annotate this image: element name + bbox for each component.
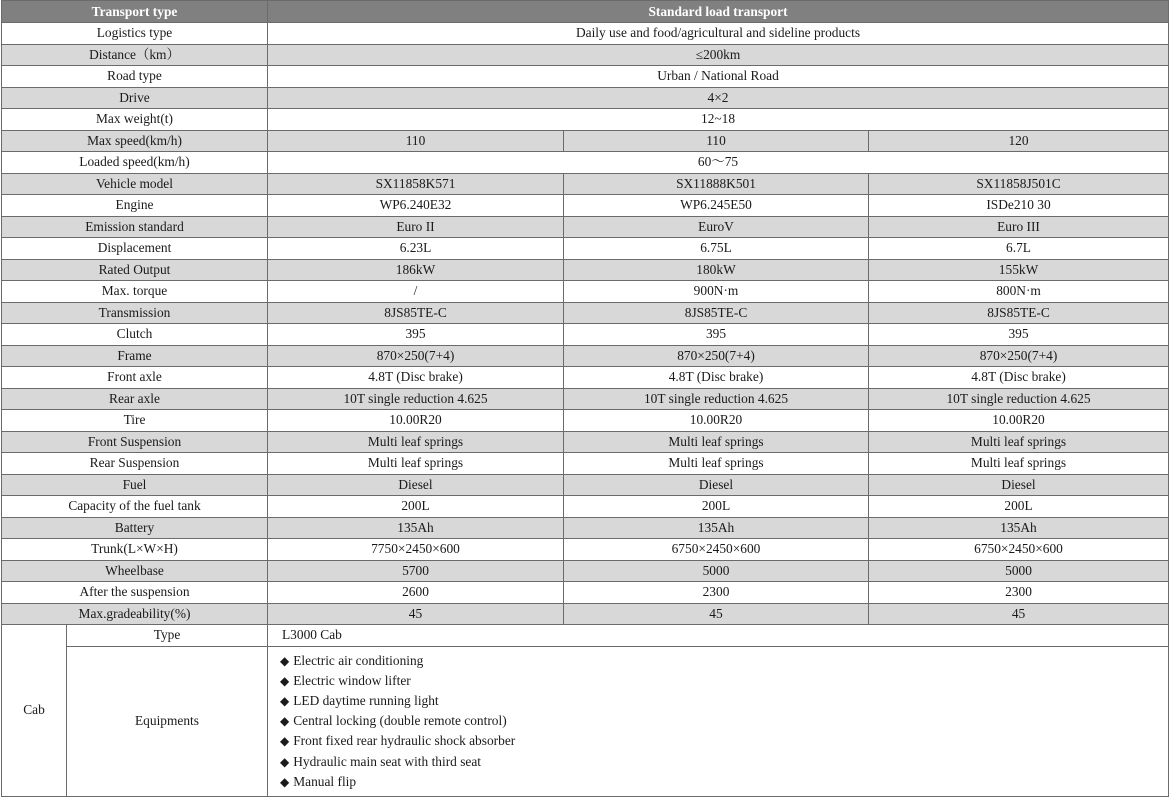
spec-value-model-3: 6.7L xyxy=(869,238,1169,260)
spec-value-model-1: 4.8T (Disc brake) xyxy=(268,367,564,389)
cab-equipments-row xyxy=(2,646,1169,796)
spec-row xyxy=(2,324,1169,346)
equipment-text: Electric air conditioning xyxy=(293,652,424,668)
spec-row xyxy=(2,66,1169,88)
spec-value-model-2: 395 xyxy=(564,324,869,346)
spec-label: Battery xyxy=(2,517,268,539)
spec-value-model-3: 395 xyxy=(869,324,1169,346)
diamond-bullet-icon: ◆ xyxy=(280,774,290,789)
spec-value-shared: Urban / National Road xyxy=(268,66,1169,88)
spec-value-model-2: 6750×2450×600 xyxy=(564,539,869,561)
spec-label: Road type xyxy=(2,66,268,88)
spec-value-model-3: 2300 xyxy=(869,582,1169,604)
spec-value-model-3: 45 xyxy=(869,603,1169,625)
list-item xyxy=(280,731,1168,751)
spec-value-model-1: 200L xyxy=(268,496,564,518)
cab-type-value: L3000 Cab xyxy=(268,625,1169,647)
spec-value-model-1: Diesel xyxy=(268,474,564,496)
spec-value-model-1: 10T single reduction 4.625 xyxy=(268,388,564,410)
spec-value-model-1: 8JS85TE-C xyxy=(268,302,564,324)
spec-value-model-1: / xyxy=(268,281,564,303)
list-item xyxy=(280,691,1168,711)
spec-label: Max speed(km/h) xyxy=(2,130,268,152)
spec-value-model-2: 2300 xyxy=(564,582,869,604)
spec-value-model-1: 7750×2450×600 xyxy=(268,539,564,561)
spec-row xyxy=(2,152,1169,174)
cab-type-label: Type xyxy=(67,625,268,647)
spec-label: Rear axle xyxy=(2,388,268,410)
spec-value-model-3: 120 xyxy=(869,130,1169,152)
cab-equipments-list xyxy=(268,646,1169,796)
transport-type-label: Transport type xyxy=(2,1,268,23)
diamond-bullet-icon: ◆ xyxy=(280,653,290,668)
spec-row xyxy=(2,582,1169,604)
transport-type-value: Standard load transport xyxy=(268,1,1169,23)
spec-value-model-1: Multi leaf springs xyxy=(268,453,564,475)
spec-label: Rated Output xyxy=(2,259,268,281)
spec-row xyxy=(2,23,1169,45)
cab-equipments-label: Equipments xyxy=(67,646,268,796)
spec-label: Drive xyxy=(2,87,268,109)
spec-value-model-2: 10.00R20 xyxy=(564,410,869,432)
spec-value-model-2: 6.75L xyxy=(564,238,869,260)
spec-value-model-3: 6750×2450×600 xyxy=(869,539,1169,561)
list-item xyxy=(280,711,1168,731)
diamond-bullet-icon: ◆ xyxy=(280,673,290,688)
spec-value-model-3: 8JS85TE-C xyxy=(869,302,1169,324)
equipment-text: Central locking (double remote control) xyxy=(293,713,507,729)
spec-value-model-3: 200L xyxy=(869,496,1169,518)
diamond-bullet-icon: ◆ xyxy=(280,714,290,729)
spec-value-model-3: 10.00R20 xyxy=(869,410,1169,432)
spec-value-shared: Daily use and food/agricultural and sideline products xyxy=(268,23,1169,45)
spec-row xyxy=(2,603,1169,625)
spec-label: Loaded speed(km/h) xyxy=(2,152,268,174)
spec-label: Max. torque xyxy=(2,281,268,303)
spec-row xyxy=(2,216,1169,238)
spec-value-model-3: Multi leaf springs xyxy=(869,453,1169,475)
equipment-text: Electric window lifter xyxy=(293,672,411,688)
spec-value-model-2: 200L xyxy=(564,496,869,518)
spec-table-body xyxy=(2,1,1169,797)
spec-row xyxy=(2,517,1169,539)
spec-value-model-3: ISDe210 30 xyxy=(869,195,1169,217)
spec-value-shared: 60～75 xyxy=(268,152,1169,174)
spec-row xyxy=(2,367,1169,389)
spec-value-model-1: 135Ah xyxy=(268,517,564,539)
spec-label: After the suspension xyxy=(2,582,268,604)
cab-type-row xyxy=(2,625,1169,647)
spec-label: Trunk(L×W×H) xyxy=(2,539,268,561)
spec-value-model-3: 135Ah xyxy=(869,517,1169,539)
spec-row xyxy=(2,109,1169,131)
spec-label: Capacity of the fuel tank xyxy=(2,496,268,518)
equipment-text: Manual flip xyxy=(293,773,357,789)
spec-label: Engine xyxy=(2,195,268,217)
spec-value-model-1: 5700 xyxy=(268,560,564,582)
spec-row xyxy=(2,173,1169,195)
list-item xyxy=(280,772,1168,792)
spec-value-model-1: SX11858K571 xyxy=(268,173,564,195)
spec-value-model-2: 8JS85TE-C xyxy=(564,302,869,324)
spec-value-model-2: WP6.245E50 xyxy=(564,195,869,217)
equipment-text: Hydraulic main seat with third seat xyxy=(293,753,482,769)
spec-value-model-1: 870×250(7+4) xyxy=(268,345,564,367)
spec-label: Max.gradeability(%) xyxy=(2,603,268,625)
spec-row xyxy=(2,453,1169,475)
spec-row xyxy=(2,560,1169,582)
spec-value-model-2: Multi leaf springs xyxy=(564,431,869,453)
spec-label: Front axle xyxy=(2,367,268,389)
spec-row xyxy=(2,259,1169,281)
spec-value-model-2: EuroV xyxy=(564,216,869,238)
spec-value-model-3: 5000 xyxy=(869,560,1169,582)
equipment-text: LED daytime running light xyxy=(293,692,439,708)
spec-value-model-3: 870×250(7+4) xyxy=(869,345,1169,367)
spec-value-model-1: Multi leaf springs xyxy=(268,431,564,453)
spec-value-model-3: 10T single reduction 4.625 xyxy=(869,388,1169,410)
spec-row xyxy=(2,474,1169,496)
cab-group-label: Cab xyxy=(2,625,67,797)
spec-label: Tire xyxy=(2,410,268,432)
spec-value-model-3: Euro III xyxy=(869,216,1169,238)
spec-value-model-1: Euro II xyxy=(268,216,564,238)
spec-row xyxy=(2,281,1169,303)
spec-row xyxy=(2,345,1169,367)
spec-value-model-2: 45 xyxy=(564,603,869,625)
spec-table xyxy=(1,0,1169,797)
spec-label: Emission standard xyxy=(2,216,268,238)
spec-label: Frame xyxy=(2,345,268,367)
header-row xyxy=(2,1,1169,23)
spec-value-model-1: 395 xyxy=(268,324,564,346)
spec-value-model-2: Multi leaf springs xyxy=(564,453,869,475)
spec-value-shared: 4×2 xyxy=(268,87,1169,109)
spec-value-model-2: 5000 xyxy=(564,560,869,582)
spec-label: Fuel xyxy=(2,474,268,496)
diamond-bullet-icon: ◆ xyxy=(280,754,290,769)
spec-value-model-1: WP6.240E32 xyxy=(268,195,564,217)
spec-label: Rear Suspension xyxy=(2,453,268,475)
equipment-text: Front fixed rear hydraulic shock absorber xyxy=(293,733,516,749)
spec-value-model-3: 155kW xyxy=(869,259,1169,281)
spec-label: Wheelbase xyxy=(2,560,268,582)
spec-value-model-1: 110 xyxy=(268,130,564,152)
list-item xyxy=(280,671,1168,691)
spec-value-model-3: Multi leaf springs xyxy=(869,431,1169,453)
spec-value-model-1: 10.00R20 xyxy=(268,410,564,432)
spec-label: Max weight(t) xyxy=(2,109,268,131)
spec-value-model-2: 870×250(7+4) xyxy=(564,345,869,367)
diamond-bullet-icon: ◆ xyxy=(280,734,290,749)
spec-label: Clutch xyxy=(2,324,268,346)
spec-row xyxy=(2,410,1169,432)
spec-row xyxy=(2,44,1169,66)
list-item xyxy=(280,651,1168,671)
spec-value-model-2: 180kW xyxy=(564,259,869,281)
spec-row xyxy=(2,539,1169,561)
spec-value-model-3: SX11858J501C xyxy=(869,173,1169,195)
spec-value-model-2: 10T single reduction 4.625 xyxy=(564,388,869,410)
spec-value-model-3: Diesel xyxy=(869,474,1169,496)
spec-value-shared: ≤200km xyxy=(268,44,1169,66)
spec-label: Displacement xyxy=(2,238,268,260)
spec-row xyxy=(2,195,1169,217)
spec-value-model-1: 186kW xyxy=(268,259,564,281)
spec-row xyxy=(2,496,1169,518)
spec-value-model-2: 4.8T (Disc brake) xyxy=(564,367,869,389)
spec-value-model-2: Diesel xyxy=(564,474,869,496)
spec-value-model-3: 800N·m xyxy=(869,281,1169,303)
spec-value-model-3: 4.8T (Disc brake) xyxy=(869,367,1169,389)
spec-row xyxy=(2,238,1169,260)
spec-value-model-1: 45 xyxy=(268,603,564,625)
list-item xyxy=(280,752,1168,772)
spec-row xyxy=(2,130,1169,152)
spec-label: Vehicle model xyxy=(2,173,268,195)
spec-value-model-1: 6.23L xyxy=(268,238,564,260)
spec-label: Logistics type xyxy=(2,23,268,45)
spec-value-model-2: SX11888K501 xyxy=(564,173,869,195)
diamond-bullet-icon: ◆ xyxy=(280,693,290,708)
spec-value-model-2: 135Ah xyxy=(564,517,869,539)
spec-row xyxy=(2,87,1169,109)
spec-label: Transmission xyxy=(2,302,268,324)
spec-value-model-2: 900N·m xyxy=(564,281,869,303)
spec-value-model-1: 2600 xyxy=(268,582,564,604)
spec-label: Front Suspension xyxy=(2,431,268,453)
spec-value-model-2: 110 xyxy=(564,130,869,152)
spec-row xyxy=(2,388,1169,410)
spec-label: Distance（km） xyxy=(2,44,268,66)
spec-row xyxy=(2,302,1169,324)
spec-value-shared: 12~18 xyxy=(268,109,1169,131)
spec-row xyxy=(2,431,1169,453)
